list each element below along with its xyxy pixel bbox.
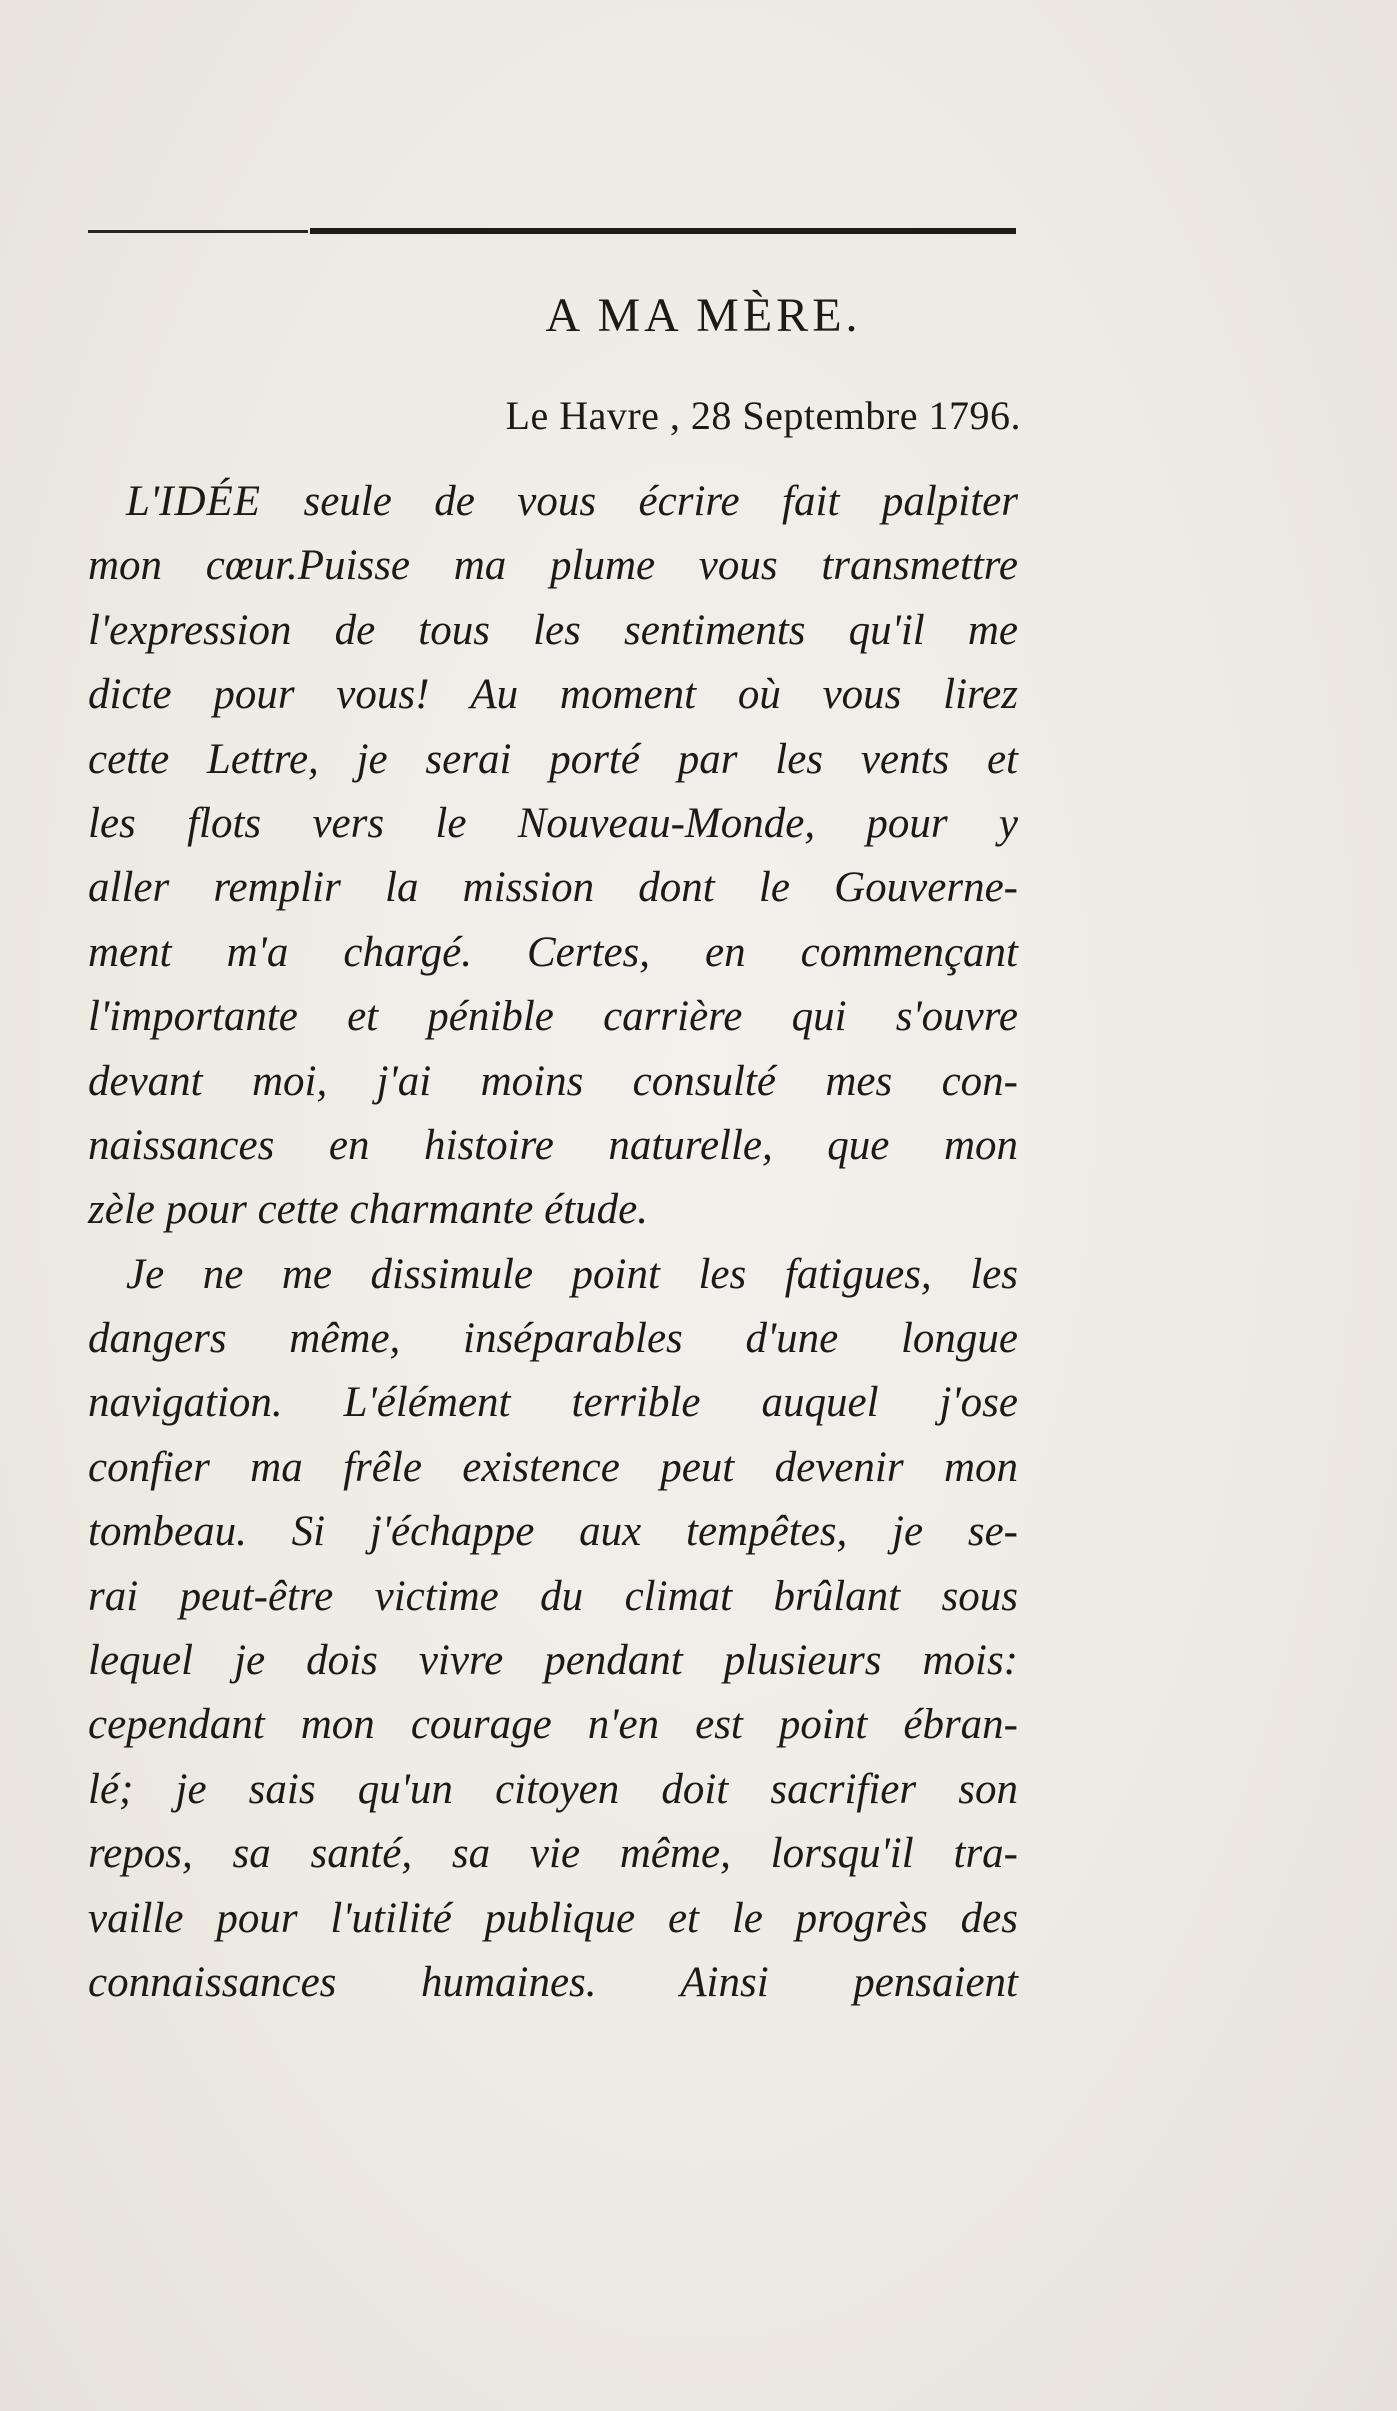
first-line-rest: seule de vous écrire fait palpiter [261,478,1018,525]
paragraph-1-line: naissances en histoire naturelle, que mon [88,1121,1018,1169]
drop-word-smallcaps: IDÉE [159,478,262,525]
paragraph-2-line: cependant mon courage n'en est point ébran- [88,1701,1018,1749]
letter-body [88,470,1018,2015]
paragraph-1-line: aller remplir la mission dont le Gouverne- [88,864,1018,912]
paragraph-1-line: les flots vers le Nouveau-Monde, pour y [88,799,1018,847]
drop-word-start: L' [126,478,160,525]
header-rule-thin [88,230,308,233]
paragraph-2-line: rai peut-être victime du climat brûlant sous [88,1572,1018,1620]
paragraph-2-line: navigation. L'élément terrible auquel j'ose [88,1379,1018,1427]
paragraph-2-line: confier ma frêle existence peut devenir mon [88,1443,1018,1491]
paragraph-2-line: connaissances humaines. Ainsi pensaient [88,1958,1018,2006]
page-title: A MA MÈRE. [545,289,862,342]
paragraph-1-line: dicte pour vous! Au moment où vous lirez [88,671,1018,719]
letter-date: Le Havre , 28 Septembre 1796. [505,393,1021,438]
paragraph-1-line: zèle pour cette charmante étude. [88,1186,649,1234]
paragraph-2-line: repos, sa santé, sa vie même, lorsqu'il tra- [88,1830,1018,1878]
paragraph-1-line: ment m'a chargé. Certes, en commençant [88,928,1018,976]
paragraph-1-line: l'importante et pénible carrière qui s'ouvre [88,993,1018,1041]
paragraph-1-line: devant moi, j'ai moins consulté mes con- [88,1057,1018,1105]
paragraph-1-line: l'expression de tous les sentiments qu'il me [88,606,1018,654]
paragraph-1-line: cette Lettre, je serai porté par les vents et [88,735,1018,783]
paragraph-1-line-1 [88,470,1018,534]
paragraph-2-line: Je ne me dissimule point les fatigues, les [126,1250,1018,1298]
paragraph-2-line: lé; je sais qu'un citoyen doit sacrifier son [88,1765,1018,1813]
paragraph-2-line: vaille pour l'utilité publique et le progrès des [88,1894,1018,1942]
header-rule [88,228,1016,236]
paragraph-2-line: tombeau. Si j'échappe aux tempêtes, je se- [88,1508,1018,1556]
paragraph-2-line: dangers même, inséparables d'une longue [88,1315,1018,1363]
paragraph-1-line: mon cœur.Puisse ma plume vous transmettre [88,542,1018,590]
header-rule-thick [310,228,1016,234]
paragraph-2-line: lequel je dois vivre pendant plusieurs mois: [88,1637,1018,1685]
